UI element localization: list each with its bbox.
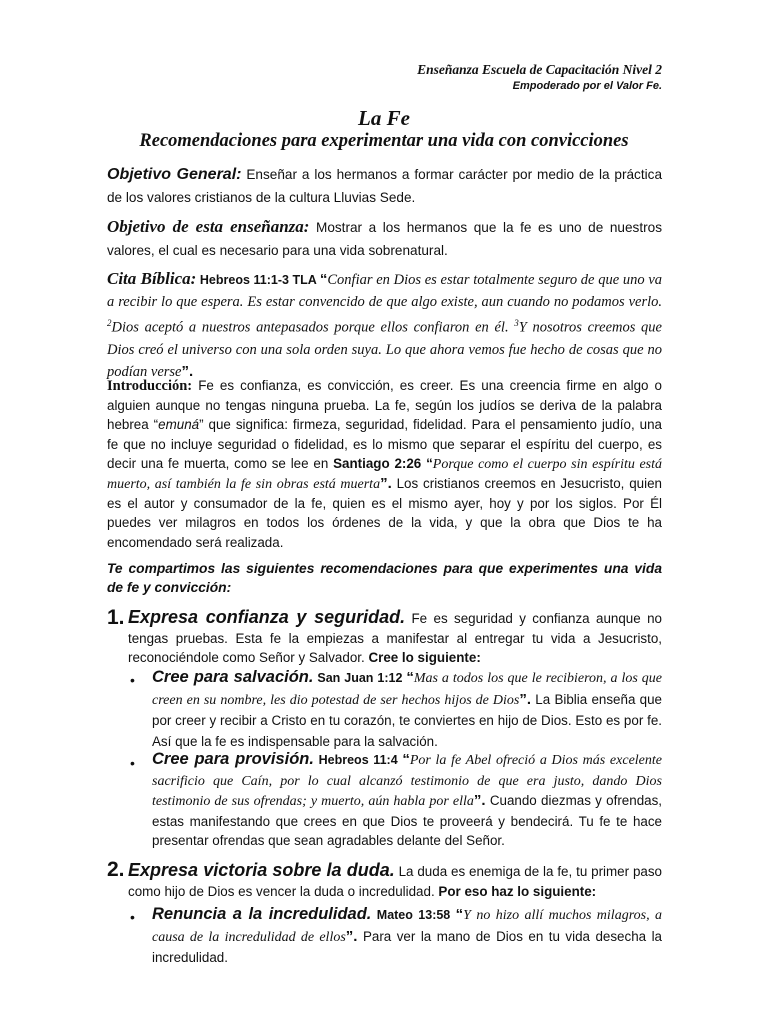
- bullet-dot: •: [130, 909, 135, 925]
- cita-verse-3: 3: [514, 318, 519, 328]
- section-1-number: 1.: [107, 606, 125, 629]
- cita-verse-2: 2: [107, 318, 112, 328]
- bullet-3-head: Renuncia a la incredulidad.: [152, 905, 372, 923]
- bullet-1-head: Cree para salvación.: [152, 668, 314, 686]
- cita-open-quote: “: [319, 271, 328, 288]
- section-2-text: La duda es enemiga de la fe, tu primer paso como hijo de Dios es vencer la duda o incredulidad.: [128, 864, 662, 899]
- section-2-title: Expresa victoria sobre la duda.: [128, 860, 395, 880]
- bullet-1-text: La Biblia enseña que por creer y recibir a Cristo en tu corazón, te conviertes en hijo de Dios. Esto es por fe. Así que la fe es indispensable para la salvación.: [152, 691, 662, 749]
- bullet-dot: •: [130, 672, 135, 688]
- objetivo-ensenanza-label: Objetivo de esta enseñanza:: [107, 217, 310, 236]
- bullet-3-quote: Y no hizo allí muchos milagros, a causa de la incredulidad de ellos: [152, 908, 662, 945]
- header-tagline: Empoderado por el Valor Fe.: [512, 80, 662, 92]
- objetivo-ensenanza-text: Mostrar a los hermanos que la fe es uno de nuestros valores, el cual es necesario para una vida sobrenatural.: [107, 220, 662, 258]
- cita-text-2: Dios aceptó a nuestros antepasados porque ellos confiaron en él.: [111, 319, 515, 336]
- introduccion: [107, 376, 662, 552]
- bullet-2-text: Cuando diezmas y ofrendas, estas manifestando que crees en que Dios te proveerá y bendecirá. Tu fe te hace presentar ofrendas que sean agradables delante del Señor.: [152, 793, 662, 849]
- section-1-text: Fe es seguridad y confianza aunque no tengas pruebas. Esta fe la empiezas a manifestar al entregar tu vida a Jesucristo, reconociéndole como Señor y Salvador.: [128, 611, 662, 665]
- page-subtitle: Recomendaciones para experimentar una vida con convicciones: [139, 131, 629, 151]
- cita-close-quote: ”.: [181, 362, 194, 380]
- bullet-1-ref: San Juan 1:12: [313, 671, 407, 685]
- bullet-dot: •: [130, 755, 135, 771]
- bullet-2-close-quote: ”.: [473, 792, 486, 810]
- introduccion-text-3: Los cristianos creemos en Jesucristo, quien es el autor y consumador de la fe, quien es el mismo ayer, hoy y por los siglos. Por Él puedes ver milagros en todos los órdenes de la vida, y que la obra que Dios te ha encomendado será realizada.: [107, 476, 662, 550]
- cita-label: Cita Bíblica:: [107, 269, 197, 288]
- section-1-bullet-2: [152, 750, 662, 851]
- section-2-bullet-1: [152, 904, 662, 969]
- introduccion-ref: Santiago 2:26: [333, 455, 422, 471]
- introduccion-quote: Porque como el cuerpo sin espíritu está muerto, así también la fe sin obras está muerta: [107, 456, 663, 493]
- header-course-name: Enseñanza Escuela de Capacitación Nivel 2: [417, 62, 662, 77]
- section-2-cue: Por eso haz lo siguiente:: [438, 883, 597, 899]
- introduccion-close-quote: ”.: [380, 475, 392, 493]
- bullet-2-quote: Por la fe Abel ofreció a Dios más excelente sacrificio que Caín, por lo cual alcanzó testimonio de que era justo, dando Dios testimonio de sus ofrendas; y muerto, aún habla por ella: [152, 753, 662, 810]
- objetivo-general: [107, 164, 662, 209]
- objetivo-general-text: Enseñar a los hermanos a formar carácter por medio de la práctica de los valores cristianos de la cultura Lluvias Sede.: [107, 167, 663, 205]
- introduccion-text-1: Fe es confianza, es convicción, es creer. Es una creencia firme en algo o alguien aunque no tengas ninguna prueba. La fe, según los judíos se deriva de la palabra hebrea “: [107, 378, 662, 433]
- objetivo-general-label: Objetivo General:: [107, 166, 242, 183]
- cita-reference: Hebreos 11:1-3 TLA: [196, 273, 320, 287]
- introduccion-label: Introducción:: [107, 378, 193, 394]
- bullet-2-head: Cree para provisión.: [152, 750, 314, 768]
- bullet-2-ref: Hebreos 11:4: [313, 753, 403, 767]
- section-1-title: Expresa confianza y seguridad.: [128, 607, 406, 627]
- bullet-1-open-quote: “: [406, 669, 414, 686]
- bullet-1-quote: Mas a todos los que le recibieron, a los que creen en su nombre, les dio potestad de ser hechos hijos de Dios: [152, 671, 662, 708]
- bullet-3-open-quote: “: [455, 906, 464, 923]
- recomendaciones-intro: Te compartimos las siguientes recomendaciones para que experimentes una vida de fe y convicción:: [107, 561, 662, 595]
- section-1-cue: Cree lo siguiente:: [368, 650, 481, 665]
- bullet-3-ref: Mateo 13:58: [371, 908, 456, 922]
- bullet-2-open-quote: “: [402, 751, 410, 768]
- cita-text-1: Confiar en Dios es estar totalmente seguro de que uno va a recibir lo que espera. Es estar convencido de que algo existe, aun cuando no podamos verlo.: [107, 272, 663, 310]
- section-1-bullet-1: [152, 667, 662, 752]
- bullet-1-close-quote: ”.: [519, 690, 532, 708]
- section-2: [128, 861, 662, 901]
- bullet-3-text: Para ver la mano de Dios en tu vida desecha la incredulidad.: [152, 928, 662, 965]
- introduccion-emuna: emuná: [158, 417, 200, 433]
- introduccion-open-quote: “: [421, 455, 433, 471]
- cita-text-3: Y nosotros creemos que Dios creó el universo con una sola orden suya. Lo que ahora vemos fue hecho de cosas que no podían verse: [107, 319, 662, 380]
- objetivo-ensenanza: [107, 216, 662, 262]
- section-2-number: 2.: [107, 858, 125, 881]
- bullet-3-close-quote: ”.: [345, 927, 358, 945]
- cita-biblica: [107, 268, 662, 383]
- page-title: La Fe: [358, 106, 410, 130]
- section-1: [128, 608, 662, 668]
- introduccion-text-2: ” que significa: firmeza, seguridad, fidelidad. Para el pensamiento judío, una fe que no incluye seguridad o fidelidad, es lo mismo que separar el espíritu del cuerpo, es decir una fe muerta, como se lee en: [107, 417, 663, 471]
